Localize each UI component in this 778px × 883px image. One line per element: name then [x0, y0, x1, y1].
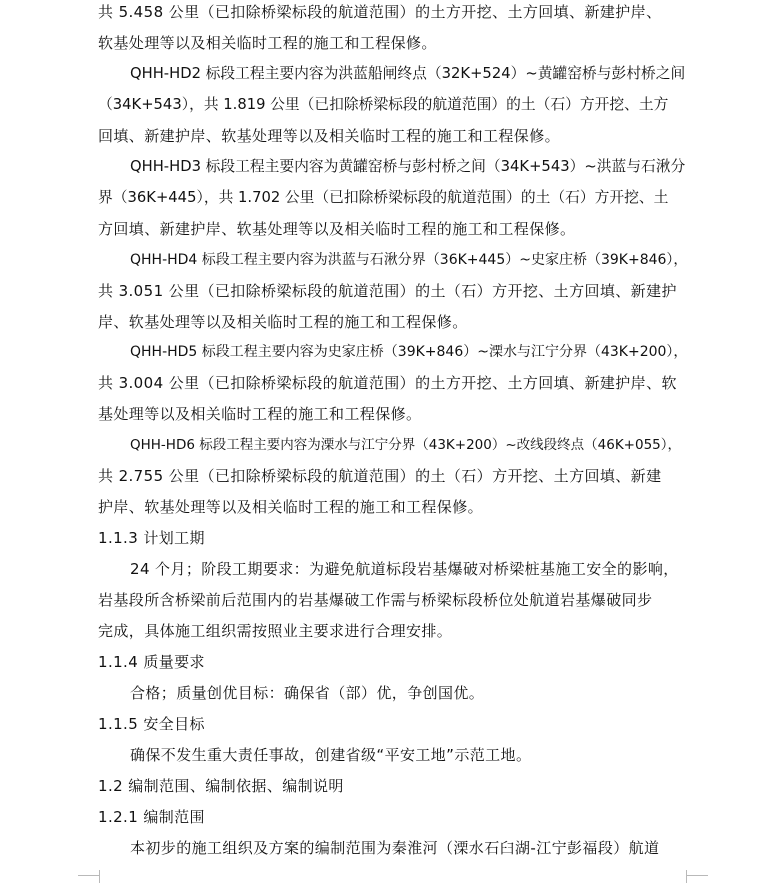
document-line: 共 3.004 公里（已扣除桥梁标段的航道范围）的土方开挖、土方回填、新建护岸、软 — [98, 374, 677, 393]
document-line: QHH-HD5 标段工程主要内容为史家庄桥（39K+846）~溧水与江宁分界（43K+200）， — [130, 344, 688, 361]
document-line: 合格；质量创优目标：确保省（部）优，争创国优。 — [130, 683, 485, 702]
document-line: 岸、软基处理等以及相关临时工程的施工和工程保修。 — [98, 312, 468, 331]
document-line: 方回填、新建护岸、软基处理等以及相关临时工程的施工和工程保修。 — [98, 219, 576, 238]
document-line: 共 5.458 公里（已扣除桥梁标段的航道范围）的土方开挖、土方回填、新建护岸、 — [98, 3, 662, 21]
document-line: QHH-HD2 标段工程主要内容为洪蓝船闸终点（32K+524）~黄罐窑桥与彭村桥之间 — [130, 64, 686, 82]
document-line: 护岸、软基处理等以及相关临时工程的施工和工程保修。 — [98, 498, 484, 517]
margin-corner-mark-left-h — [78, 875, 100, 876]
document-line: 共 2.755 公里（已扣除桥梁标段的航道范围）的土（石）方开挖、土方回填、新建 — [98, 467, 662, 486]
document-line: （34K+543），共 1.819 公里（已扣除桥梁标段的航道范围）的土（石）方开挖、土方 — [98, 95, 669, 113]
document-line: 软基处理等以及相关临时工程的施工和工程保修。 — [98, 34, 437, 52]
document-line: 界（36K+445），共 1.702 公里（已扣除桥梁标段的航道范围）的土（石）方开挖、土 — [98, 188, 669, 206]
document-line: 24 个月；阶段工期要求：为避免航道标段岩基爆破对桥梁桩基施工安全的影响， — [130, 560, 679, 579]
document-line: 回填、新建护岸、软基处理等以及相关临时工程的施工和工程保修。 — [98, 126, 561, 145]
document-line: 本初步的施工组织及方案的编制范围为秦淮河（溧水石臼湖-江宁彭福段）航道 — [130, 838, 660, 857]
document-line: QHH-HD6 标段工程主要内容为溧水与江宁分界（43K+200）~改线段终点（46K+055）， — [130, 437, 682, 454]
margin-corner-mark-left-v — [99, 870, 100, 883]
margin-corner-mark-right-h — [686, 875, 708, 876]
document-line: 基处理等以及相关临时工程的施工和工程保修。 — [98, 405, 422, 424]
document-line: QHH-HD3 标段工程主要内容为黄罐窑桥与彭村桥之间（34K+543）~洪蓝与石湫分 — [130, 157, 686, 175]
document-line: 确保不发生重大责任事故，创建省级“平安工地”示范工地。 — [130, 745, 532, 764]
document-line: 1.1.3 计划工期 — [98, 529, 205, 548]
document-line: 共 3.051 公里（已扣除桥梁标段的航道范围）的土（石）方开挖、土方回填、新建护 — [98, 281, 677, 300]
document-line: 完成，具体施工组织需按照业主要求进行合理安排。 — [98, 622, 453, 640]
document-line: 1.2.1 编制范围 — [98, 807, 205, 826]
margin-corner-mark-right-v — [686, 870, 687, 883]
document-line: 1.2 编制范围、编制依据、编制说明 — [98, 776, 344, 795]
document-line: 1.1.4 质量要求 — [98, 652, 205, 671]
document-line: 岩基段所含桥梁前后范围内的岩基爆破工作需与桥梁标段桥位处航道岩基爆破同步 — [98, 591, 653, 609]
document-line: QHH-HD4 标段工程主要内容为洪蓝与石湫分界（36K+445）~史家庄桥（39K+846）， — [130, 251, 688, 268]
document-line: 1.1.5 安全目标 — [98, 714, 205, 733]
